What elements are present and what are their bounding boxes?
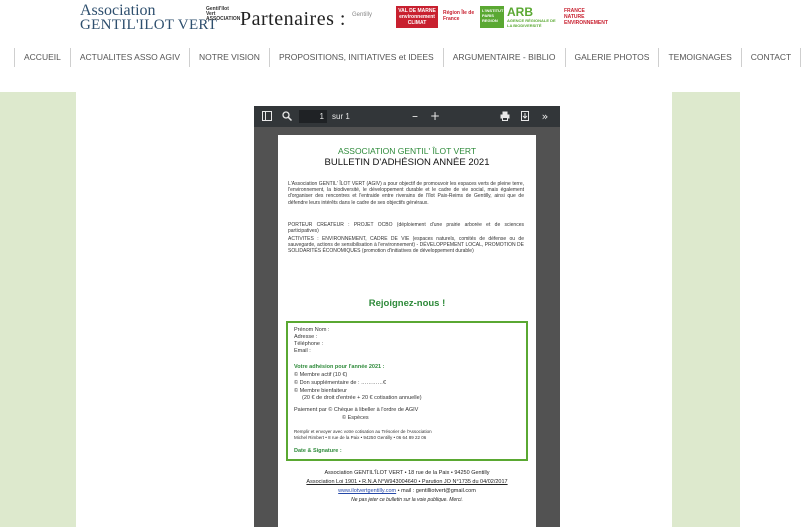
document-footer-address: Association GENTIL'ÎLOT VERT • 18 rue de la Paix • 94250 Gentilly bbox=[324, 470, 490, 476]
form-date-signature: Date & Signature : bbox=[294, 448, 342, 454]
document-paragraph-porteur: PORTEUR CREATEUR : PROJET OCBO (déploiement d'une prairie arborée et de sciences participatives) bbox=[288, 222, 524, 235]
form-field-email: Email : bbox=[294, 348, 311, 354]
search-icon[interactable] bbox=[280, 106, 294, 127]
main-nav bbox=[14, 48, 801, 67]
document-website-link[interactable]: www.ilotvertgentilly.com bbox=[338, 488, 397, 494]
document-email-text: • mail : gentilliotvert@gmail.com bbox=[396, 488, 476, 494]
site-logo[interactable] bbox=[80, 3, 217, 33]
partner-logo-gentilly[interactable]: Gentilly bbox=[352, 12, 373, 18]
document-paragraph-activites: ACTIVITES : ENVIRONNEMENT, CADRE DE VIE (espaces naturels, comités de défense ou de sauvegarde, actions de sensibilisation à l'environnement) - DÉVELOPPEMENT LOCAL, PROMOTION DE SOLIDARITÉS ÉCONOMIQUES (promotion d'initiatives de développement durable) bbox=[288, 236, 524, 255]
form-paiement-especes: © Espèces bbox=[342, 415, 369, 421]
print-icon[interactable] bbox=[498, 106, 512, 127]
zoom-in-icon[interactable]: + bbox=[429, 109, 441, 123]
form-treasurer-address: Michel Rimbert • 8 rue de la Paix • 94250 Gentilly • 06 64 89 22 06 bbox=[294, 435, 427, 440]
nav-item-actualites[interactable]: ACTUALITES ASSO AGIV bbox=[70, 48, 189, 67]
form-field-telephone: Téléphone : bbox=[294, 341, 324, 347]
nav-item-argumentaire[interactable]: ARGUMENTAIRE - BIBLIO bbox=[443, 48, 565, 67]
document-footer-note: Ne pas jeter ce bulletin sur la voie publique. Merci. bbox=[351, 497, 463, 503]
association-mini-logo: Gentil'Ilot Vert ASSOCIATION bbox=[206, 6, 241, 22]
form-instructions: Remplir et envoyer avec votre cotisation au Trésorier de l'Association bbox=[294, 429, 432, 434]
partner-logo-val-de-marne[interactable]: VAL DE MARNE environnement CLIMAT bbox=[396, 6, 438, 28]
form-field-adresse: Adresse : bbox=[294, 334, 318, 340]
nav-item-notre-vision[interactable]: NOTRE VISION bbox=[189, 48, 269, 67]
form-field-prenom: Prénom Nom : bbox=[294, 327, 330, 333]
nav-item-propositions[interactable]: PROPOSITIONS, INITIATIVES et IDEES bbox=[269, 48, 443, 67]
document-footer-legal bbox=[278, 479, 536, 486]
document-footer-contact bbox=[278, 488, 536, 495]
arb-logo-text: ARB bbox=[507, 5, 533, 19]
arb-logo-subtext: AGENCE RÉGIONALE DE LA BIODIVERSITÉ bbox=[507, 18, 556, 28]
membership-form-box bbox=[286, 321, 528, 461]
zoom-out-icon[interactable]: – bbox=[412, 109, 418, 123]
form-paiement: Paiement par © Chèque à libeller à l'ordre de AGIV bbox=[294, 407, 419, 413]
footer-legal-text: Association Loi 1901 • R.N.A N°W943004640 • Parution JO N°1735 du 04/02/2017 bbox=[306, 479, 508, 485]
document-paragraph-intro: L'Association GENTIL' ÎLOT VERT (AGIV) a pour objectif de promouvoir les espaces verts de pleine terre, l'environnement, la biodiversité, le développement durable et le cadre de vie social, mais également d'organiser des rencontres et l'entraide entre riverains de l'îlot Paix-Reims de Gentilly, ainsi que de défendre leurs intérêts dans le cadre de ses objectifs généraux. bbox=[288, 181, 524, 206]
document-association-title: ASSOCIATION GENTIL' ÎLOT VERT bbox=[337, 146, 477, 156]
nav-item-galerie-photos[interactable]: GALERIE PHOTOS bbox=[565, 48, 659, 67]
partner-logo-institut[interactable]: L'INSTITUT PARIS REGION bbox=[480, 6, 504, 28]
partner-logo-ile-de-france[interactable]: Région Île de France bbox=[443, 10, 475, 22]
nav-item-contact[interactable]: CONTACT bbox=[741, 48, 801, 67]
logo-line2: GENTIL'ILOT VERT bbox=[80, 17, 218, 33]
form-option-don: © Don supplémentaire de : …………€ bbox=[294, 380, 387, 386]
partner-logo-fne[interactable]: FRANCE NATURE ENVIRONNEMENT bbox=[564, 8, 608, 26]
logo-line1: Association bbox=[80, 2, 156, 19]
page-count-label: sur 1 bbox=[332, 112, 350, 121]
partners-title: Partenaires : bbox=[240, 8, 346, 30]
download-icon[interactable] bbox=[518, 106, 532, 127]
document-join-heading: Rejoignez-nous ! bbox=[368, 298, 446, 309]
form-option-membre-actif: © Membre actif (10 €) bbox=[294, 372, 348, 378]
form-option-bienfaiteur: © Membre bienfaiteur bbox=[294, 388, 347, 394]
page-number-input[interactable] bbox=[299, 110, 327, 123]
pdf-page bbox=[278, 135, 536, 527]
sidebar-icon[interactable] bbox=[260, 106, 274, 127]
document-bulletin-title: BULLETIN D'ADHÉSION ANNÉE 2021 bbox=[324, 157, 490, 168]
pdf-toolbar bbox=[254, 106, 560, 127]
nav-item-temoignages[interactable]: TEMOIGNAGES bbox=[658, 48, 740, 67]
pdf-viewer[interactable] bbox=[254, 106, 560, 527]
form-option-bienfaiteur-detail: (20 € de droit d'entrée + 20 € cotisation annuelle) bbox=[302, 395, 422, 401]
partner-logo-arb[interactable] bbox=[507, 6, 559, 28]
nav-item-accueil[interactable]: ACCUEIL bbox=[14, 48, 70, 67]
site-header bbox=[0, 0, 792, 92]
form-adhesion-title: Votre adhésion pour l'année 2021 : bbox=[294, 364, 385, 370]
more-icon[interactable]: » bbox=[541, 110, 549, 123]
